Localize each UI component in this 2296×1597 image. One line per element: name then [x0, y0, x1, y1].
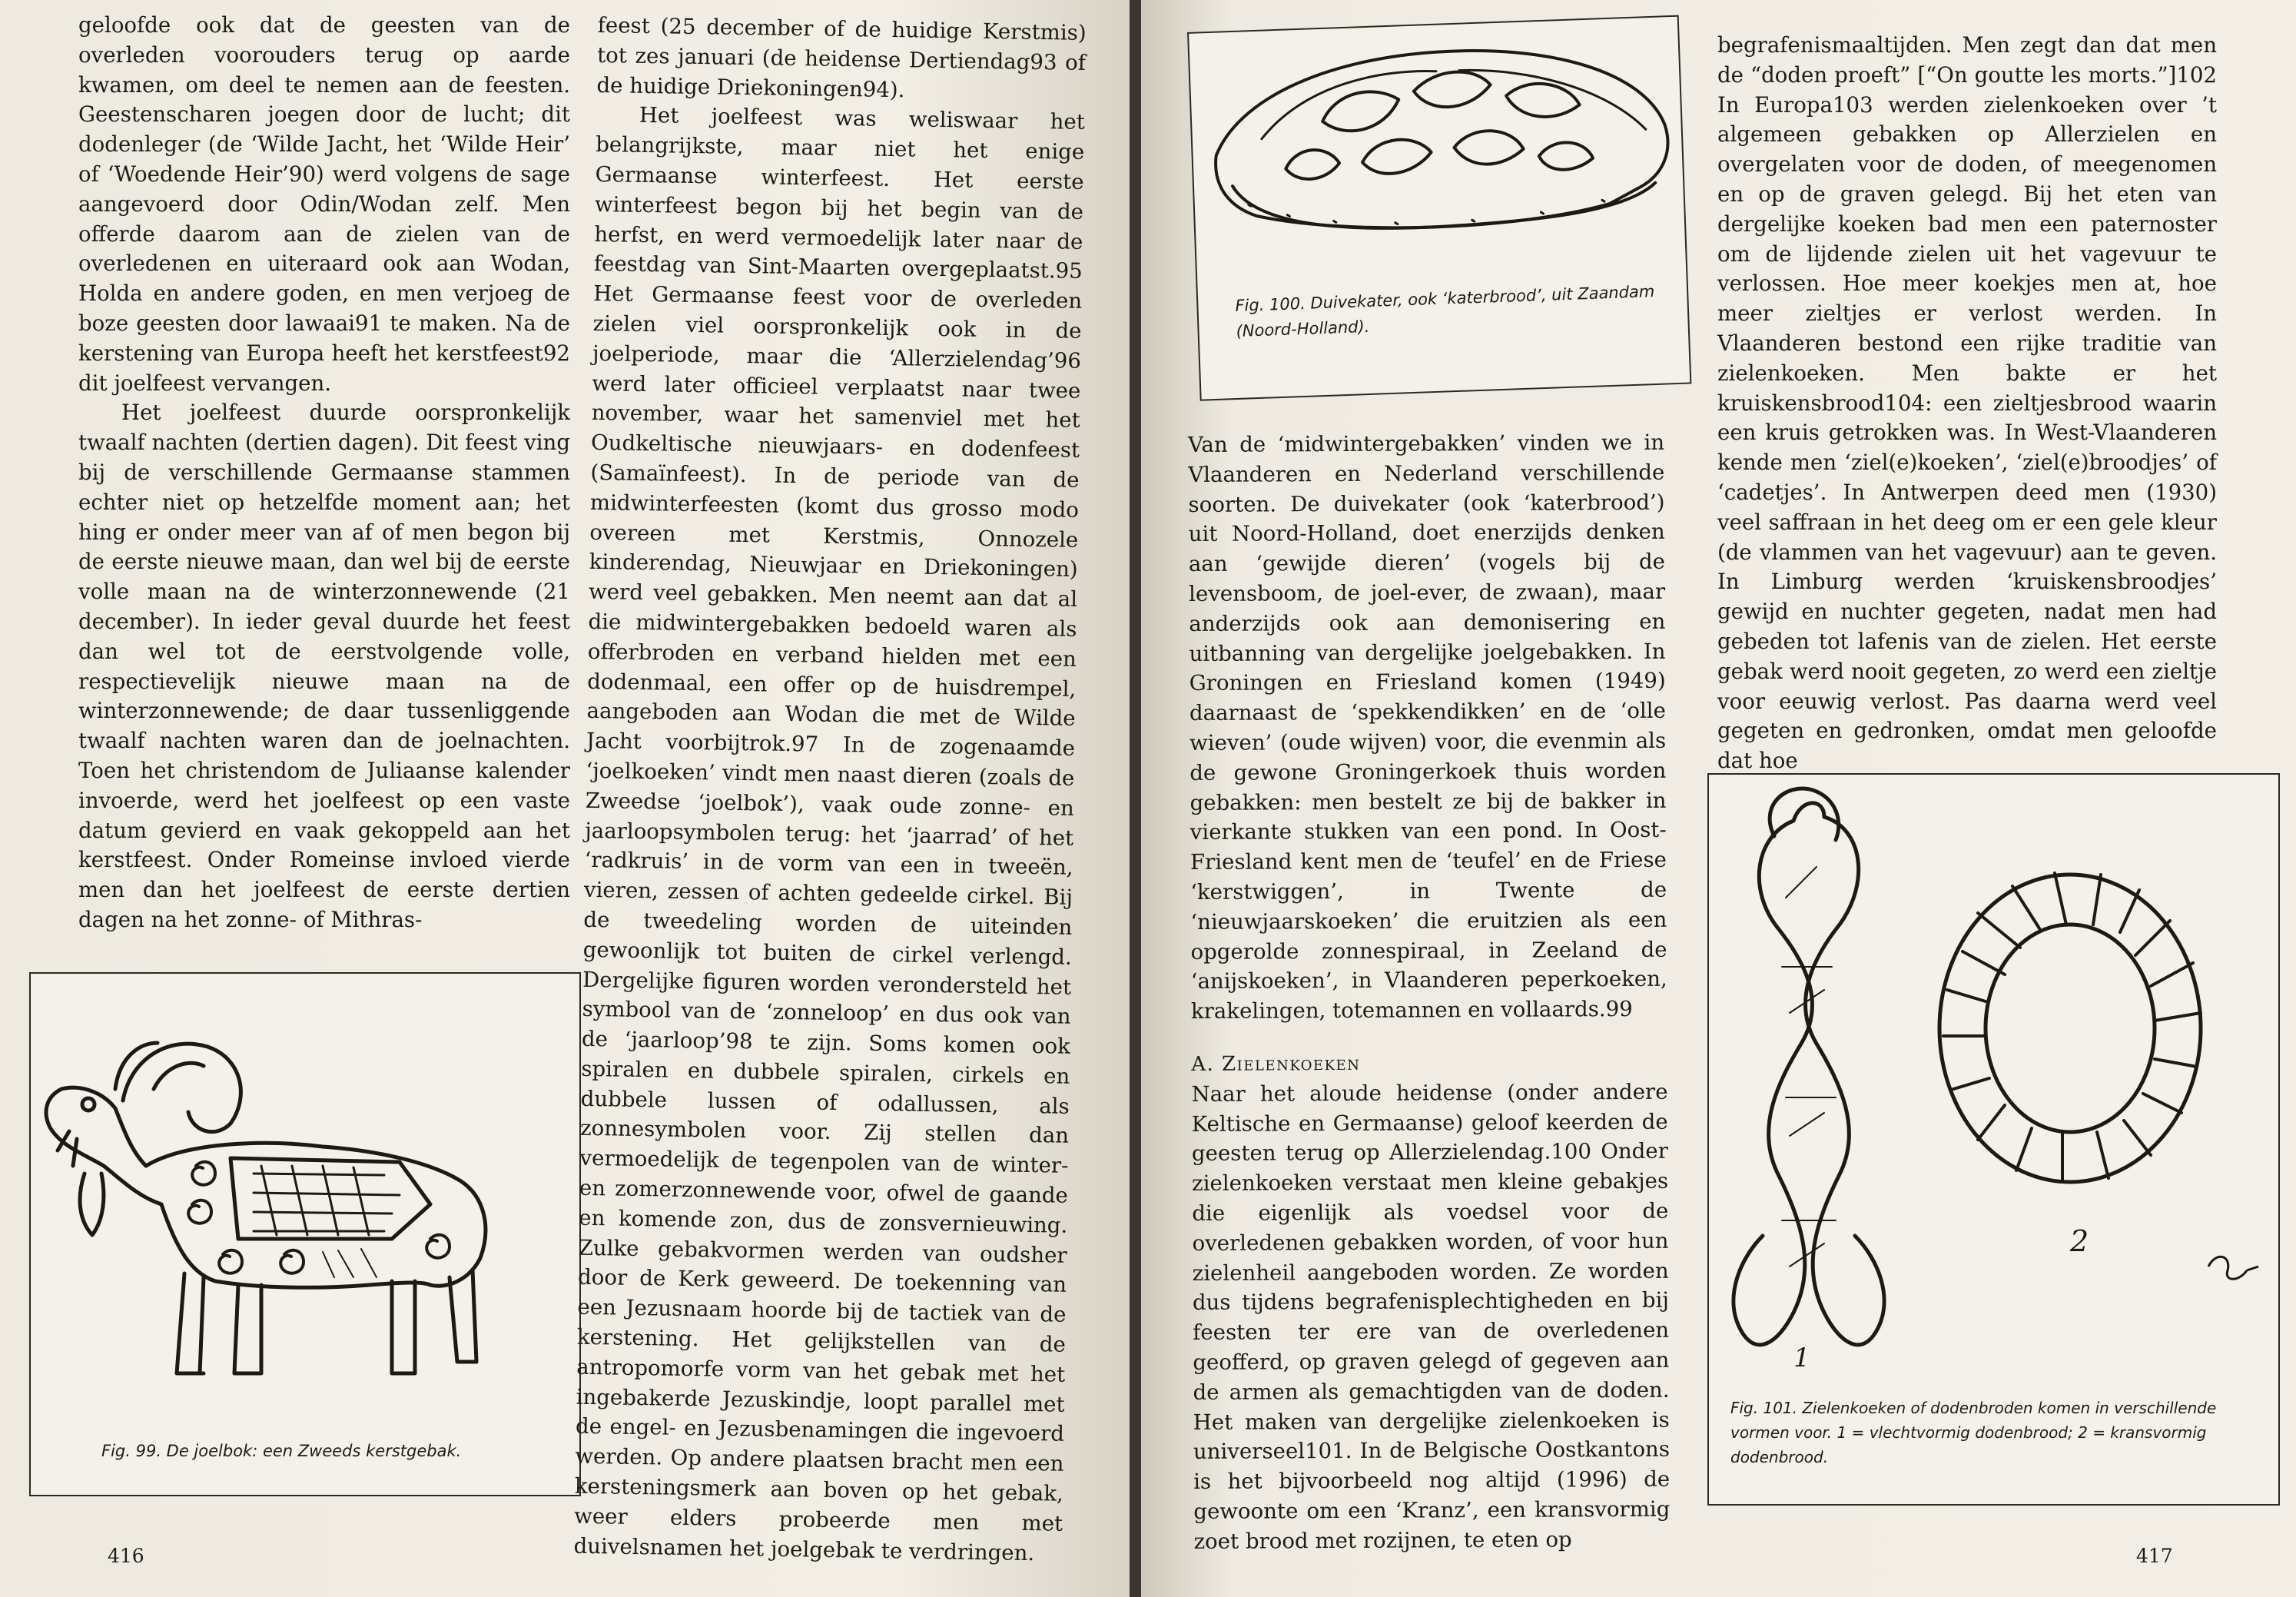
- duivekater-illustration: [1189, 17, 1686, 287]
- book-gutter: [1130, 0, 1141, 1597]
- figure-label-2: 2: [2070, 1224, 2089, 1258]
- section-heading: A. Zielenkoeken: [1191, 1051, 1361, 1076]
- paragraph: geloofde ook dat de geesten van de overleden voorouders terug op aarde kwamen, om deel te nemen aan de feesten. Geestenscharen joegen door de lucht; dit dodenleger (de ‘Wilde Jacht, het ‘Wilde Heir’ of ‘Woedende Heir’90) werd volgens de sage aangevoerd door Odin/Wodan zelf. Men offerde daarom aan de zielen van de overledenen en uiteraard ook aan Wodan, Holda en andere goden, en men verjoeg de boze geesten door lawaai91 te maken. Na de kerstening van Europa heeft het kerstfeest92 dit joelfeest vervangen.: [78, 12, 570, 396]
- paragraph: begrafenismaaltijden. Men zegt dan dat men de “doden proeft” [“On goutte les morts.”]102 In Europa103 werden zielenkoeken over ’t algemeen gebakken op Allerzielen en overgelaten voor de doden, of meegenomen en op de graven gelegd. Bij het eten van dergelijke koeken bad men een paternoster om de lijdende zielen uit het vagevuur te verlossen. Hoe meer koekjes men at, hoe meer zieltjes er verlost werden. In Vlaanderen bestond een rijke traditie van zielenkoeken. Men bakte er het kruiskensbrood104: een zieltjesbrood waarin een kruis getrokken was. In West-Vlaanderen kende men ‘ziel(e)koeken’, ‘ziel(e)broodjes’ of ‘cadetjes’. In Antwerpen deed men (1930) veel saffraan in het deeg om er een gele kleur (de vlammen van het vagevuur) aan te geven. In Limburg werden ‘kruiskensbroodjes’ gewijd en nuchter gegeten, nadat men had gebeden tot lafenis van de zielen. Het eerste gebak werd nooit gegeten, zo werd een zieltje voor eeuwig verlost. Pas daarna werd veel gegeten en gedronken, omdat men geloofde dat hoe: [1717, 32, 2217, 774]
- right-page-column-1: [1188, 428, 1671, 1557]
- paragraph: Het joelfeest was weliswaar het belangrijkste, maar niet het enige Germaanse winterfeest. Het eerste winterfeest begon bij het begin van de herfst, en werd vermoedelijk later naar de feestdag van Sint-Maarten overgeplaatst.95 Het Germaanse feest voor de overleden zielen viel oorspronkelijk ook in de joelperiode, maar die ‘Allerzielendag’96 werd later officieel verplaatst naar twee november, waar het samenviel met het Oudkeltische nieuwjaars- en dodenfeest (Samaïnfeest). In de periode van de midwinterfeesten (komt dus grosso modo overeen met Kerstmis, Onnozele kinderendag, Nieuwjaar en Driekoningen) werd veel gebakken. Men neemt aan dat al die midwintergebakken bedoeld waren als offerbroden en verband hielden met een dodenmaal, een offer op de huisdrempel, aangeboden aan Wodan die met de Wilde Jacht voorbijtrok.97 In de zogenaamde ‘joelkoeken’ vindt men naast dieren (zoals de Zweedse ‘joelbok’), vaak oude zonne- en jaarloopsymbolen terug: het ‘jaarrad’ of het ‘radkruis’ in de vorm van een in tweeën, vieren, zessen of achten gedeelde cirkel. Bij de tweedeling worden de uiteinden gewoonlijk tot buiten de cirkel verlengd. Dergelijke figuren worden verondersteld het symbool van de ‘zonneloop’ en dus ook van de ‘jaarloop’98 te zijn. Soms komen ook spiralen en dubbele spiralen, cirkels en dubbele lussen of odallussen, als zonnesymbolen voor. Zij stellen dan vermoedelijk de tegenpolen van de winter- en zomerzonnewende voor, ofwel de gaande en komende zon, dus de zonsvernieuwing. Zulke gebakvormen werden van oudsher door de Kerk geweerd. De toekenning van een Jezusnaam hoorde bij de tactiek van de kerstening. Het gelijkstellen van de antropomorfe vorm van het gebak met het ingebakerde Jezuskindje, loopt parallel met de engel- en Jezusbenamingen die ingevoerd werden. Op andere plaatsen bracht men een kersteningsmerk aan boven op het gebak, weer elders probeerde men met duivelsnamen het joelgebak te verdringen.: [573, 102, 1086, 1565]
- artist-monogram: [2208, 1257, 2258, 1279]
- dodenbroden-illustration: [1709, 775, 2278, 1389]
- paragraph: Van de ‘midwintergebakken’ vinden we in Vlaanderen en Nederland verschillende soorten. De duivekater (ook ‘katerbrood’) uit Noord-Holland, doet enerzijds denken aan ‘gewijde dieren’ (vogels bij de levensboom, de joel-ever, de zwaan), maar anderzijds ook aan demonisering en uitbanning van dergelijke joelgebakken. In Groningen en Friesland komen (1949) daarnaast de ‘spekkendikken’ en de ‘olle wieven’ (oude wijven) voor, die evenmin als de gewone Groningerkoek thuis worden gebakken: men bestelt ze bij de bakker in vierkante stukken van een pond. In Oost-Friesland kent men de ‘teufel’ en de Friese ‘kerstwiggen’, in Twente de ‘nieuwjaarskoeken’ die eruitzien als een opgerolde zonnespiraal, in Zeeland de ‘anijskoeken’, in Vlaanderen peperkoeken, krakelingen, totemannen en vollaards.99: [1188, 429, 1667, 1024]
- left-page-column-1: [78, 11, 570, 935]
- left-page: [0, 0, 1130, 1597]
- paragraph: Naar het aloude heidense (onder andere Keltische en Germaanse) geloof keerden de geesten terug op Allerzielendag.100 Onder zielenkoeken verstaat men kleine gebakjes die eigenlijk als voedsel voor de overledenen gebakken worden, of voor hun zielenheil aangeboden worden. Ze worden dus tijdens begrafenisplechtigheden en bij feesten ter ere van de overledenen geofferd, op graven gelegd of gegeven aan de armen als gemachtigden van de doden. Het maken van dergelijke zielenkoeken is universeel101. In de Belgische Oostkantons is het bijvoorbeeld nog altijd (1996) de gewoonte om een ‘Kranz’, een kransvormig zoet brood met rozijnen, te eten op: [1191, 1078, 1671, 1554]
- figure-caption: Fig. 101. Zielenkoeken of dodenbroden komen in verschillende vormen voor. 1 = vlechtvormig dodenbrood; 2 = kransvormig dodenbrood.: [1730, 1399, 2217, 1466]
- left-page-column-2: [573, 11, 1087, 1569]
- figure-caption: Fig. 99. De joelbok: een Zweeds kerstgebak.: [101, 1442, 462, 1460]
- figure-100-duivekater: [1187, 15, 1691, 401]
- paragraph: feest (25 december of de huidige Kerstmis) tot zes januari (de heidense Dertiendag93 of de huidige Driekoningen94).: [596, 12, 1087, 102]
- figure-caption: Fig. 100. Duivekater, ook ‘katerbrood’, uit Zaandam (Noord-Holland).: [1235, 281, 1655, 341]
- figure-101-zielenkoeken: [1707, 773, 2280, 1506]
- figure-label-1: 1: [1793, 1343, 1810, 1373]
- page-number: 416: [108, 1545, 144, 1567]
- right-page-column-2: [1717, 31, 2217, 776]
- page-number: 417: [2136, 1545, 2173, 1567]
- paragraph: Het joelfeest duurde oorspronkelijk twaalf nachten (dertien dagen). Dit feest ving bij de verschillende Germaanse stammen echter niet op hetzelfde moment aan; het hing er onder meer van af of men begon bij de eerste nieuwe maan, dan wel bij de eerste volle maan na de winterzonnewende (21 december). In ieder geval duurde het feest dan wel tot de eerstvolgende volle, respectievelijk nieuwe maan na de winterzonnewende; de daar tussenliggende twaalf nachten waren dan de joelnachten. Toen het christendom de Juliaanse kalender invoerde, werd het joelfeest op een vaste datum gevierd en vaak gekoppeld aan het kerstfeest. Onder Romeinse invloed vierde men dan het joelfeest de eerste dertien dagen na het zonne- of Mithras-: [78, 400, 570, 932]
- figure-99-joelbok: [29, 972, 581, 1496]
- goat-illustration: [31, 974, 579, 1404]
